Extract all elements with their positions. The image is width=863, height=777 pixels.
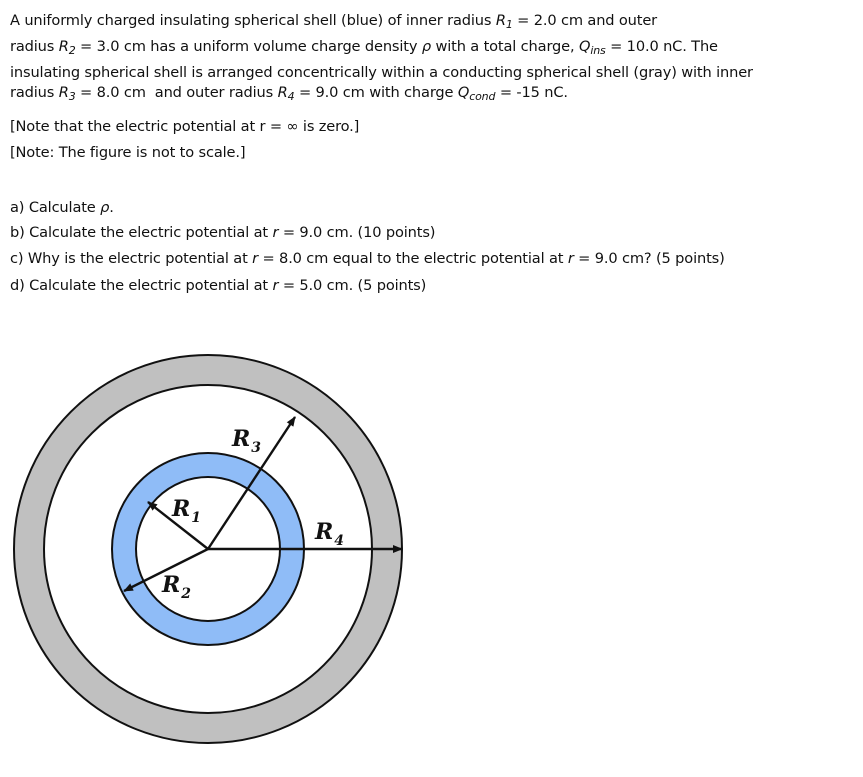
question-text: = 9.0 cm. (10 points) — [278, 224, 436, 241]
question-text: = 9.0 cm? (5 points) — [573, 250, 725, 267]
intro-text: radius — [10, 84, 59, 101]
qins-value: = 10.0 nC. The — [605, 38, 718, 55]
r1-label: $R_1$ — [172, 496, 202, 526]
r3-subscript: 3 — [68, 90, 76, 103]
question-text: b) Calculate the electric potential at — [10, 224, 273, 241]
qins-symbol: Q — [578, 38, 591, 55]
r2-value: = 3.0 cm has a uniform volume charge density — [75, 38, 422, 55]
qins-subscript: ins — [590, 44, 606, 57]
note-potential: [Note that the electric potential at r = ∞ is zero.] — [10, 118, 360, 135]
qcond-symbol: Q — [457, 84, 470, 101]
r4-label: $R_4$ — [315, 519, 345, 549]
r3-value: = 8.0 cm and outer radius — [75, 84, 278, 101]
r1-symbol: R — [495, 12, 506, 29]
intro-text: radius — [10, 38, 59, 55]
question-text: d) Calculate the electric potential at — [10, 277, 273, 294]
question-text: = 8.0 cm equal to the electric potential at — [258, 250, 568, 267]
qcond-value: = -15 nC. — [495, 84, 568, 101]
intro-text: insulating spherical shell is arranged concentrically within a conducting spherical shell (gray) with inner — [10, 64, 753, 81]
r4-symbol: R — [277, 84, 288, 101]
r1-subscript: 1 — [505, 18, 513, 31]
r2-subscript: 2 — [68, 44, 76, 57]
r2-symbol: R — [58, 38, 69, 55]
question-text: . — [109, 199, 114, 216]
r-symbol: r — [252, 250, 258, 267]
qcond-subscript: cond — [469, 90, 496, 103]
question-text: = 5.0 cm. (5 points) — [278, 277, 427, 294]
question-text: c) Why is the electric potential at — [10, 250, 253, 267]
r4-value: = 9.0 cm with charge — [294, 84, 458, 101]
question-text: a) Calculate — [10, 199, 101, 216]
intro-text: with a total charge, — [430, 38, 579, 55]
r2-label: $R_2$ — [162, 572, 192, 602]
r-symbol: r — [567, 250, 574, 267]
rho-symbol: ρ — [100, 199, 110, 216]
r3-symbol: R — [58, 84, 69, 101]
rho-symbol: ρ — [421, 38, 431, 55]
intro-text: A uniformly charged insulating spherical shell (blue) of inner radius — [10, 12, 496, 29]
r3-label: $R_3$ — [232, 426, 262, 456]
r4-subscript: 4 — [287, 90, 295, 103]
r-symbol: r — [272, 277, 279, 294]
note-scale: [Note: The figure is not to scale.] — [10, 144, 246, 161]
r1-value: = 2.0 cm and outer — [512, 12, 658, 29]
r-symbol: r — [272, 224, 279, 241]
